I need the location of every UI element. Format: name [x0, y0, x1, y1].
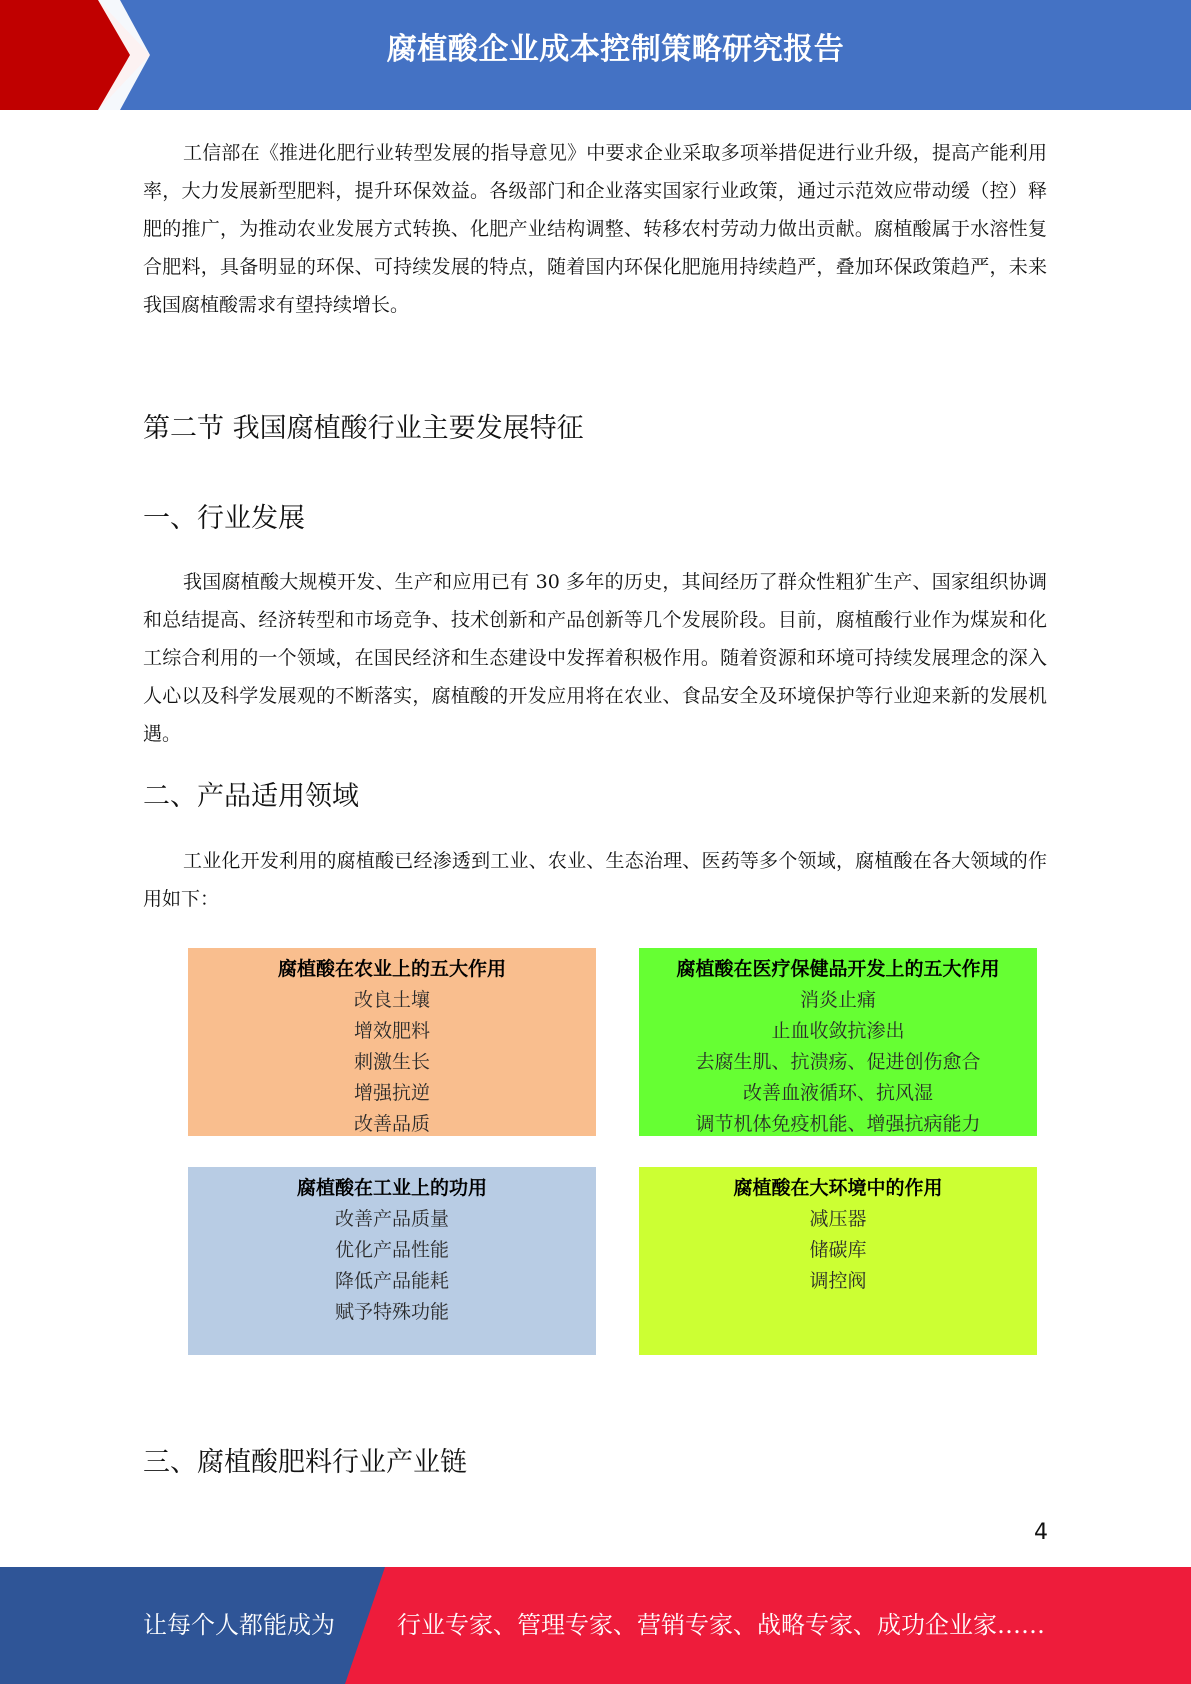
box-item: 改善产品质量 — [334, 1208, 449, 1230]
footer-slogan-right: 行业专家、管理专家、营销专家、战略专家、成功企业家…… — [397, 1611, 1045, 1639]
section-title: 第二节 我国腐植酸行业主要发展特征 — [143, 413, 584, 444]
box-item: 储碳库 — [809, 1239, 867, 1261]
box-agriculture-title: 腐植酸在农业上的五大作用 — [277, 958, 506, 980]
box-item: 刺激生长 — [353, 1051, 430, 1073]
box-industry-title: 腐植酸在工业上的功用 — [296, 1177, 487, 1199]
header-title: 腐植酸企业成本控制策略研究报告 — [386, 32, 845, 67]
box-item: 止血收敛抗渗出 — [771, 1020, 905, 1042]
subsection-title-application-fields: 二、产品适用领域 — [143, 781, 359, 812]
box-item: 减压器 — [809, 1208, 867, 1230]
box-item: 优化产品性能 — [334, 1239, 449, 1261]
subsection-title-industry-development: 一、行业发展 — [143, 503, 305, 534]
box-item: 去腐生肌、抗溃疡、促进创伤愈合 — [695, 1051, 981, 1073]
page-footer — [0, 1567, 1191, 1684]
industry-development-paragraph: 我国腐植酸大规模开发、生产和应用已有 30 多年的历史，其间经历了群众性粗犷生产、国家组织协调和总结提高、经济转型和市场竞争、技术创新和产品创新等几个发展阶段。目前，腐植酸行业作为煤炭和化工综合利用的一个领域，在国民经济和生态建设中发挥着积极作用。随着资源和环境可持续发展理念的深入人心以及科学发展观的不断落实，腐植酸的开发应用将在农业、食品安全及环境保护等行业迎来新的发展机遇。 — [143, 571, 1047, 745]
box-item: 改善血液循环、抗风湿 — [742, 1082, 933, 1104]
page-number: 4 — [1034, 1520, 1048, 1545]
box-medical-title: 腐植酸在医疗保健品开发上的五大作用 — [676, 958, 1000, 980]
box-industry — [188, 1167, 596, 1355]
box-environment — [639, 1167, 1037, 1355]
box-item: 调节机体免疫机能、增强抗病能力 — [695, 1113, 981, 1135]
box-item: 调控阀 — [809, 1270, 867, 1292]
box-item: 赋予特殊功能 — [334, 1301, 449, 1323]
box-agriculture — [188, 948, 596, 1136]
header-chevron-icon — [0, 0, 160, 110]
page-header — [0, 0, 1191, 110]
box-item: 改善品质 — [353, 1113, 430, 1135]
box-item: 消炎止痛 — [799, 989, 876, 1011]
box-item: 改良土壤 — [353, 989, 430, 1011]
box-item: 增强抗逆 — [353, 1082, 430, 1104]
box-item: 增效肥料 — [353, 1020, 430, 1042]
intro-paragraph: 工信部在《推进化肥行业转型发展的指导意见》中要求企业采取多项举措促进行业升级，提高产能利用率，大力发展新型肥料，提升环保效益。各级部门和企业落实国家行业政策，通过示范效应带动缓（控）释肥的推广，为推动农业发展方式转换、化肥产业结构调整、转移农村劳动力做出贡献。腐植酸属于水溶性复合肥料，具备明显的环保、可持续发展的特点，随着国内环保化肥施用持续趋严，叠加环保政策趋严，未来我国腐植酸需求有望持续增长。 — [143, 142, 1047, 316]
subsection-title-industry-chain: 三、腐植酸肥料行业产业链 — [143, 1447, 467, 1478]
box-environment-title: 腐植酸在大环境中的作用 — [733, 1177, 943, 1199]
footer-slogan-left: 让每个人都能成为 — [143, 1611, 335, 1639]
box-item: 降低产品能耗 — [334, 1270, 449, 1292]
application-fields-paragraph: 工业化开发利用的腐植酸已经渗透到工业、农业、生态治理、医药等多个领域，腐植酸在各大领域的作用如下： — [143, 850, 1047, 910]
box-medical — [639, 948, 1037, 1136]
